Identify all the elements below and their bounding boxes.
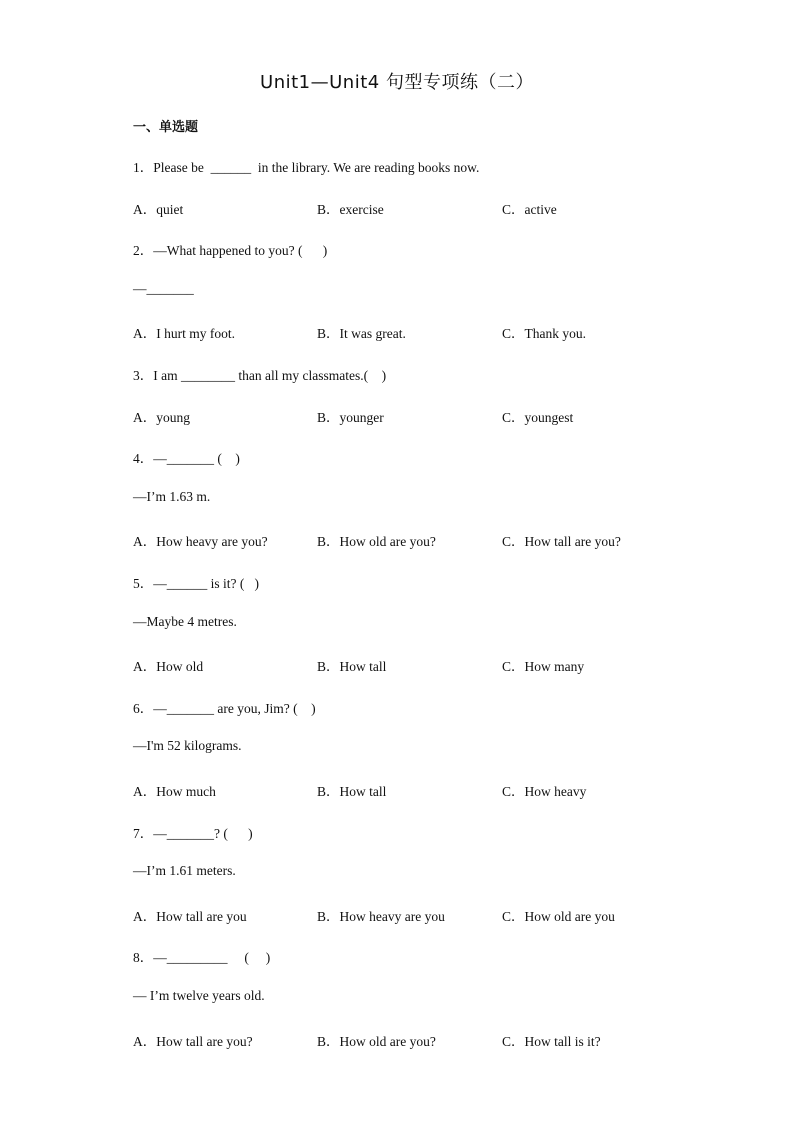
question-1-stem: 1．Please be ______ in the library. We are reading books now. [133, 160, 480, 175]
question-2-option-c[interactable]: C．Thank you. [502, 326, 586, 341]
question-2-option-a[interactable]: A．I hurt my foot. [133, 326, 235, 341]
question-7-option-c[interactable]: C．How old are you [502, 909, 615, 924]
question-8-option-c[interactable]: C．How tall is it? [502, 1034, 601, 1049]
question-2-option-b[interactable]: B．It was great. [317, 326, 406, 341]
question-7-stem: 7．—_______? ( ) [133, 826, 253, 841]
question-5-option-b[interactable]: B．How tall [317, 659, 387, 674]
question-4-option-c[interactable]: C．How tall are you? [502, 534, 621, 549]
question-6-option-b[interactable]: B．How tall [317, 784, 387, 799]
question-6-stem: 6．—_______ are you, Jim? ( ) [133, 701, 316, 716]
question-5-option-a[interactable]: A．How old [133, 659, 204, 674]
question-6-option-a[interactable]: A．How much [133, 784, 216, 799]
section-heading: 一、单选题 [133, 120, 199, 135]
question-6-option-c[interactable]: C．How heavy [502, 784, 587, 799]
question-8-stem: 8．—_________ ( ) [133, 950, 271, 965]
question-1-option-c[interactable]: C．active [502, 202, 557, 217]
question-4-dialogue: —I’m 1.63 m. [133, 489, 211, 504]
question-7-option-b[interactable]: B．How heavy are you [317, 909, 445, 924]
question-2-dialogue: —_______ [133, 281, 194, 296]
question-6-dialogue: —I'm 52 kilograms. [133, 738, 242, 753]
question-5-dialogue: —Maybe 4 metres. [133, 614, 237, 629]
question-8-option-b[interactable]: B．How old are you? [317, 1034, 436, 1049]
question-8-dialogue: — I’m twelve years old. [133, 988, 265, 1003]
page-title: Unit1—Unit4 句型专项练（二） [260, 72, 534, 93]
question-7-option-a[interactable]: A．How tall are you [133, 909, 247, 924]
question-4-option-a[interactable]: A．How heavy are you? [133, 534, 268, 549]
question-1-option-a[interactable]: A．quiet [133, 202, 184, 217]
question-4-option-b[interactable]: B．How old are you? [317, 534, 436, 549]
question-8-option-a[interactable]: A．How tall are you? [133, 1034, 253, 1049]
question-5-option-c[interactable]: C．How many [502, 659, 585, 674]
question-5-stem: 5．—______ is it? ( ) [133, 576, 259, 591]
question-3-option-b[interactable]: B．younger [317, 410, 384, 425]
question-7-dialogue: —I’m 1.61 meters. [133, 863, 236, 878]
question-3-option-a[interactable]: A．young [133, 410, 190, 425]
question-2-stem: 2．—What happened to you? ( ) [133, 243, 328, 258]
question-3-stem: 3．I am ________ than all my classmates.( ) [133, 368, 387, 383]
question-4-stem: 4．—_______ ( ) [133, 451, 240, 466]
question-1-option-b[interactable]: B．exercise [317, 202, 384, 217]
question-3-option-c[interactable]: C．youngest [502, 410, 574, 425]
